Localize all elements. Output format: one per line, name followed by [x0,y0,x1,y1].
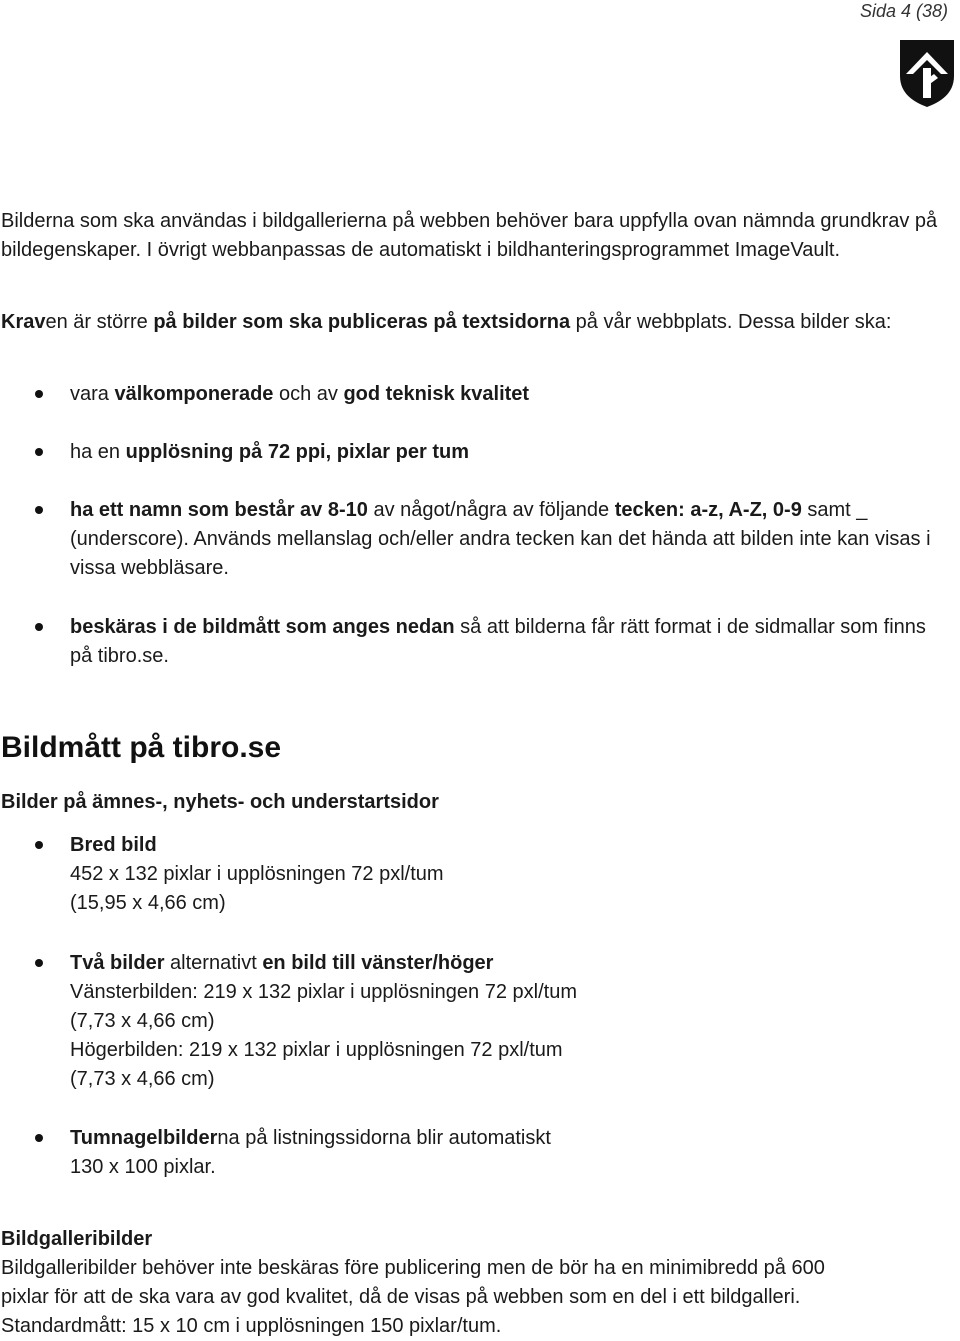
intro-text-a: en är större [45,311,154,333]
thumbnail-size: 130 x 100 pixlar. [70,1156,216,1178]
wide-image-size: 452 x 132 pixlar i upplösningen 72 pxl/tum [70,863,444,885]
right-image-cm: (7,73 x 4,66 cm) [70,1068,215,1090]
list-item: beskäras i de bildmått som anges nedan så att bilderna får rätt format i de sidmallar som finns på tibro.se. [0,613,948,671]
list-item [0,831,948,918]
wide-image-cm: (15,95 x 4,66 cm) [70,892,226,914]
right-image-size: Högerbilden: 219 x 132 pixlar i upplösningen 72 pxl/tum [70,1039,563,1061]
section-title: Bildmått på tibro.se [1,731,282,764]
section-subtitle: Bilder på ämnes-, nyhets- och understartsidor [1,791,439,813]
gallery-title: Bildgalleribilder [1,1228,153,1250]
list-item: ha ett namn som består av 8-10 av något/några av följande tecken: a-z, A-Z, 0-9 samt _ (underscore). Används mellanslag och/eller andra tecken kan det hända att bilden inte kan visas i vissa webbläsare. [0,496,948,583]
list-item: Två bilder alternativt en bild till vänster/höger Vänsterbilden: 219 x 132 pixlar i upplösningen 72 pxl/tum (7,73 x 4,66 cm) Högerbilden: 219 x 132 pixlar i upplösningen 72 pxl/tum (7,73 x 4,66 cm) [0,949,948,1094]
intro-bold-b: på bilder som ska publiceras på textsidorna [153,311,571,333]
intro-text-b: på vår webbplats. Dessa bilder ska: [570,311,892,333]
coat-of-arms-icon [896,38,958,108]
list-item: vara välkomponerade och av god teknisk kvalitet [0,380,948,409]
wide-image-title: Bred bild [70,834,157,856]
gallery-paragraph: Bildgalleribilder behöver inte beskäras före publicering men de bör ha en minimibredd på 600 pixlar för att de ska vara av god kvalitet, då de visas på webben som en del i ett bildgalleri. Standardmått: 15 x 10 cm i upplösningen 150 pixlar/tum. [1,1257,825,1337]
left-image-size: Vänsterbilden: 219 x 132 pixlar i upplösningen 72 pxl/tum [70,981,577,1003]
left-image-cm: (7,73 x 4,66 cm) [70,1010,215,1032]
list-item: ha en upplösning på 72 ppi, pixlar per tum [0,438,948,467]
requirements-intro [1,308,948,337]
page-number: Sida 4 (38) [859,1,948,21]
intro-bold-a: Krav [1,311,46,333]
list-item: Tumnagelbilderna på listningssidorna blir automatiskt 130 x 100 pixlar. [0,1124,948,1182]
intro-paragraph: Bilderna som ska användas i bildgallerierna på webben behöver bara uppfylla ovan nämnda grundkrav på bildegenskaper. I övrigt webbanpassas de automatiskt i bildhanteringsprogrammet ImageVault. [1,210,938,261]
